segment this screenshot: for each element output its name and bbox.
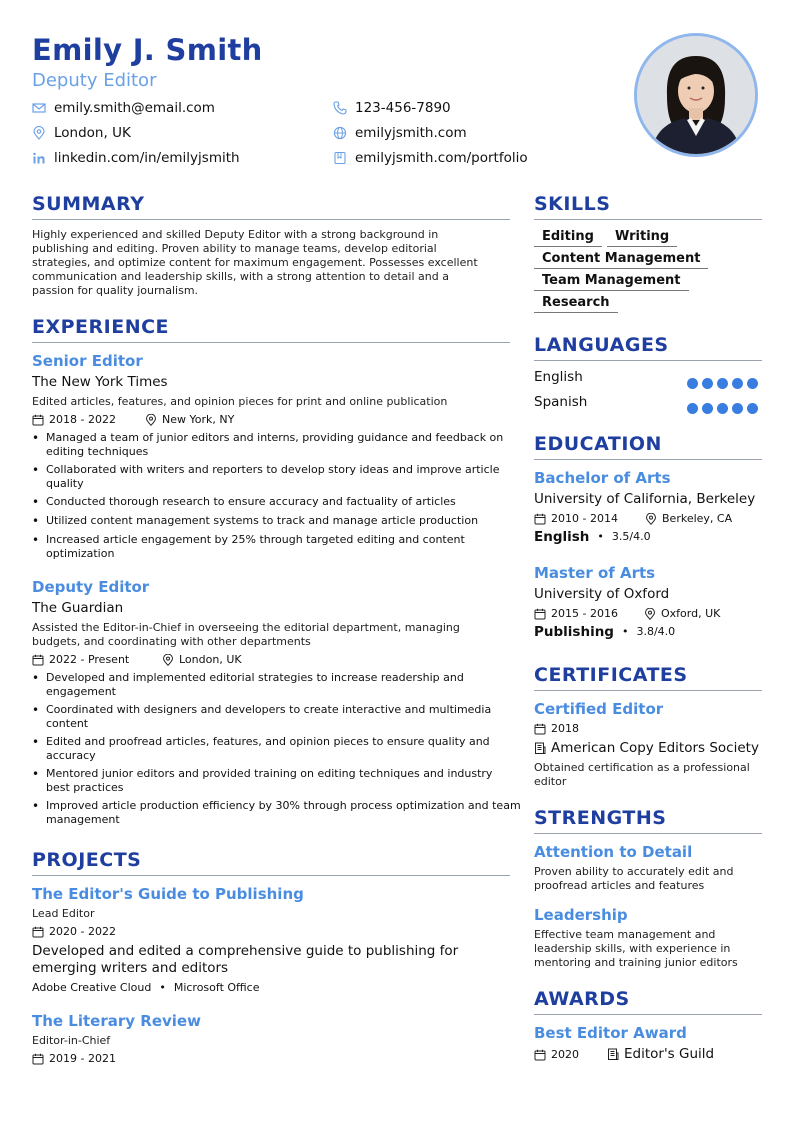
education-divider xyxy=(534,459,762,460)
contact-portfolio[interactable] xyxy=(333,149,528,167)
job-company-2: The Guardian xyxy=(32,600,124,616)
location-pin-icon xyxy=(645,513,657,525)
awards-heading: AWARDS xyxy=(534,988,630,1010)
edu-gpa-2-text: 3.8/4.0 xyxy=(636,625,676,638)
edu-field-2 xyxy=(534,625,675,639)
certificate-issuer xyxy=(534,741,759,755)
project-tools-1 xyxy=(32,981,260,995)
project-dates-1-text: 2020 - 2022 xyxy=(49,925,116,938)
award-title: Best Editor Award xyxy=(534,1024,687,1042)
edu-location-2 xyxy=(644,607,720,621)
rating-dot xyxy=(717,403,728,414)
separator-dot: • xyxy=(621,625,629,638)
profile-photo xyxy=(634,33,758,157)
job-2-bullet: • Coordinated with designers and developers to create interactive and multimedia content xyxy=(32,703,524,731)
projects-divider xyxy=(32,875,510,876)
languages-heading: LANGUAGES xyxy=(534,334,669,356)
job-1-bullet: • Utilized content management systems to track and manage article production xyxy=(32,514,520,528)
project-dates-1 xyxy=(32,925,116,939)
language-name: English xyxy=(534,369,583,385)
project-role-2: Editor-in-Chief xyxy=(32,1034,111,1047)
contact-linkedin[interactable] xyxy=(32,149,240,167)
edu-field-2-text: Publishing xyxy=(534,624,614,640)
separator-dot: • xyxy=(597,530,604,543)
languages-divider xyxy=(534,360,762,361)
skill-tag: Content Management xyxy=(534,250,708,269)
rating-dot xyxy=(732,378,743,389)
summary-text: Highly experienced and skilled Deputy Editor with a strong background in publishing and editing. Proven ability to manage teams, develop editorial strategies, and optimize content for maximum engagement. Possesses excellent communication and leadership skills, with a strong attention to detail and a passion for quality journalism. xyxy=(32,228,478,297)
language-name: Spanish xyxy=(534,394,588,410)
location-pin-icon xyxy=(32,126,46,140)
skills-heading: SKILLS xyxy=(534,193,611,215)
strength-description: Effective team management and leadership skills, with experience in mentoring and training junior editors xyxy=(534,928,738,969)
contact-phone[interactable] xyxy=(333,99,451,117)
awards-divider xyxy=(534,1014,762,1015)
education-heading: EDUCATION xyxy=(534,433,662,455)
portfolio-icon xyxy=(333,151,347,165)
edu-dates-2 xyxy=(534,607,618,621)
degree-title-2: Master of Arts xyxy=(534,564,656,582)
job-location-2-text: London, UK xyxy=(179,653,242,666)
job-1-bullet: • Collaborated with writers and reporters to develop story ideas and improve article quality xyxy=(32,463,520,491)
award-year-text: 2020 xyxy=(551,1048,579,1061)
calendar-icon xyxy=(32,1053,44,1065)
separator-dot: • xyxy=(159,981,166,994)
job-dates-1-text: 2018 - 2022 xyxy=(49,413,116,426)
job-1-bullet: • Managed a team of junior editors and interns, providing guidance and feedback on editing techniques xyxy=(32,431,520,459)
project-title-1: The Editor's Guide to Publishing xyxy=(32,885,304,903)
globe-icon xyxy=(333,126,347,140)
rating-dot xyxy=(747,378,758,389)
rating-dot xyxy=(717,378,728,389)
language-rating-1 xyxy=(683,399,758,418)
strength-title: Attention to Detail xyxy=(534,843,693,861)
job-title-2: Deputy Editor xyxy=(32,578,150,596)
project-title-2: The Literary Review xyxy=(32,1012,201,1030)
certificate-year xyxy=(534,722,579,736)
rating-dot xyxy=(747,403,758,414)
job-2-bullet: • Developed and implemented editorial strategies to increase readership and engagement xyxy=(32,671,520,699)
job-title-1: Senior Editor xyxy=(32,352,143,370)
job-2-bullet: • Mentored junior editors and provided training on editing techniques and industry best practices xyxy=(32,767,496,795)
skills-divider xyxy=(534,219,762,220)
calendar-icon xyxy=(534,1049,546,1061)
project-role-1: Lead Editor xyxy=(32,907,95,920)
experience-heading: EXPERIENCE xyxy=(32,316,170,338)
edu-location-2-text: Oxford, UK xyxy=(661,607,721,620)
award-issuer xyxy=(607,1047,714,1061)
skill-tag: Research xyxy=(534,294,618,313)
job-title: Deputy Editor xyxy=(32,70,157,91)
rating-dot xyxy=(702,378,713,389)
skill-tag: Writing xyxy=(607,228,677,247)
certificate-title: Certified Editor xyxy=(534,700,664,718)
edu-field-1-text: English xyxy=(534,529,590,545)
project-dates-2 xyxy=(32,1052,116,1066)
rating-dot xyxy=(702,403,713,414)
certificate-description: Obtained certification as a professional editor xyxy=(534,761,750,788)
strength-description: Proven ability to accurately edit and proofread articles and features xyxy=(534,865,734,892)
job-dates-1 xyxy=(32,413,116,427)
linkedin-icon xyxy=(32,151,46,165)
projects-heading: PROJECTS xyxy=(32,849,142,871)
job-company-1: The New York Times xyxy=(32,374,168,390)
project-dates-2-text: 2019 - 2021 xyxy=(49,1052,116,1065)
contact-location xyxy=(32,124,131,142)
degree-title-1: Bachelor of Arts xyxy=(534,469,671,487)
strength-title: Leadership xyxy=(534,906,628,924)
edu-field-1 xyxy=(534,530,651,544)
mail-icon xyxy=(32,101,46,115)
edu-location-1-text: Berkeley, CA xyxy=(662,512,733,525)
rating-dot xyxy=(687,378,698,389)
contact-linkedin-text: linkedin.com/in/emilyjsmith xyxy=(54,150,240,166)
building-icon xyxy=(534,742,546,754)
edu-location-1 xyxy=(645,512,732,526)
edu-dates-1-text: 2010 - 2014 xyxy=(551,512,618,525)
award-year xyxy=(534,1048,579,1062)
school-name-2: University of Oxford xyxy=(534,586,670,602)
calendar-icon xyxy=(32,654,44,666)
edu-dates-1 xyxy=(534,512,618,526)
job-location-1 xyxy=(145,413,234,427)
job-description-2: Assisted the Editor-in-Chief in overseeing the editorial department, managing budgets, and coordinating with other departments xyxy=(32,621,460,648)
certificate-year-text: 2018 xyxy=(551,722,579,735)
job-location-2 xyxy=(162,653,242,667)
contact-website[interactable] xyxy=(333,124,467,142)
job-1-bullet: • Conducted thorough research to ensure accuracy and factuality of articles xyxy=(32,495,520,509)
job-description-1: Edited articles, features, and opinion pieces for print and online publication xyxy=(32,395,448,408)
contact-email-text: emily.smith@email.com xyxy=(54,100,215,116)
rating-dot xyxy=(687,403,698,414)
summary-heading: SUMMARY xyxy=(32,193,145,215)
project-tool: Adobe Creative Cloud xyxy=(32,981,152,994)
skill-tag: Team Management xyxy=(534,272,689,291)
language-rating-0 xyxy=(683,374,758,393)
skill-tag: Editing xyxy=(534,228,602,247)
rating-dot xyxy=(732,403,743,414)
job-dates-2-text: 2022 - Present xyxy=(49,653,130,666)
experience-divider xyxy=(32,342,510,343)
location-pin-icon xyxy=(162,654,174,666)
contact-location-text: London, UK xyxy=(54,125,131,141)
edu-dates-2-text: 2015 - 2016 xyxy=(551,607,618,620)
calendar-icon xyxy=(534,723,546,735)
certificate-issuer-text: American Copy Editors Society xyxy=(551,740,759,756)
school-name-1: University of California, Berkeley xyxy=(534,491,756,507)
edu-gpa-1-text: 3.5/4.0 xyxy=(611,530,651,543)
building-icon xyxy=(607,1048,619,1060)
contact-email[interactable] xyxy=(32,99,215,117)
location-pin-icon xyxy=(644,608,656,620)
summary-divider xyxy=(32,219,510,220)
calendar-icon xyxy=(32,926,44,938)
job-location-1-text: New York, NY xyxy=(162,413,235,426)
strengths-heading: STRENGTHS xyxy=(534,807,667,829)
calendar-icon xyxy=(534,608,546,620)
project-tool: Microsoft Office xyxy=(173,981,260,994)
job-2-bullet: • Improved article production efficiency by 30% through process optimization and team management xyxy=(32,799,524,827)
phone-icon xyxy=(333,101,347,115)
location-pin-icon xyxy=(145,414,157,426)
person-name: Emily J. Smith xyxy=(32,33,263,67)
contact-phone-text: 123-456-7890 xyxy=(355,100,451,116)
project-description-1: Developed and edited a comprehensive guide to publishing for emerging writers and editors xyxy=(32,943,459,976)
certificates-heading: CERTIFICATES xyxy=(534,664,688,686)
certificates-divider xyxy=(534,690,762,691)
job-1-bullet: • Increased article engagement by 25% through targeted editing and content optimization xyxy=(32,533,520,561)
contact-website-text: emilyjsmith.com xyxy=(355,125,467,141)
strengths-divider xyxy=(534,833,762,834)
job-dates-2 xyxy=(32,653,129,667)
calendar-icon xyxy=(32,414,44,426)
job-2-bullet: • Edited and proofread articles, features, and opinion pieces to ensure quality and accuracy xyxy=(32,735,524,763)
award-issuer-text: Editor's Guild xyxy=(624,1046,715,1062)
calendar-icon xyxy=(534,513,546,525)
contact-portfolio-text: emilyjsmith.com/portfolio xyxy=(355,150,528,166)
